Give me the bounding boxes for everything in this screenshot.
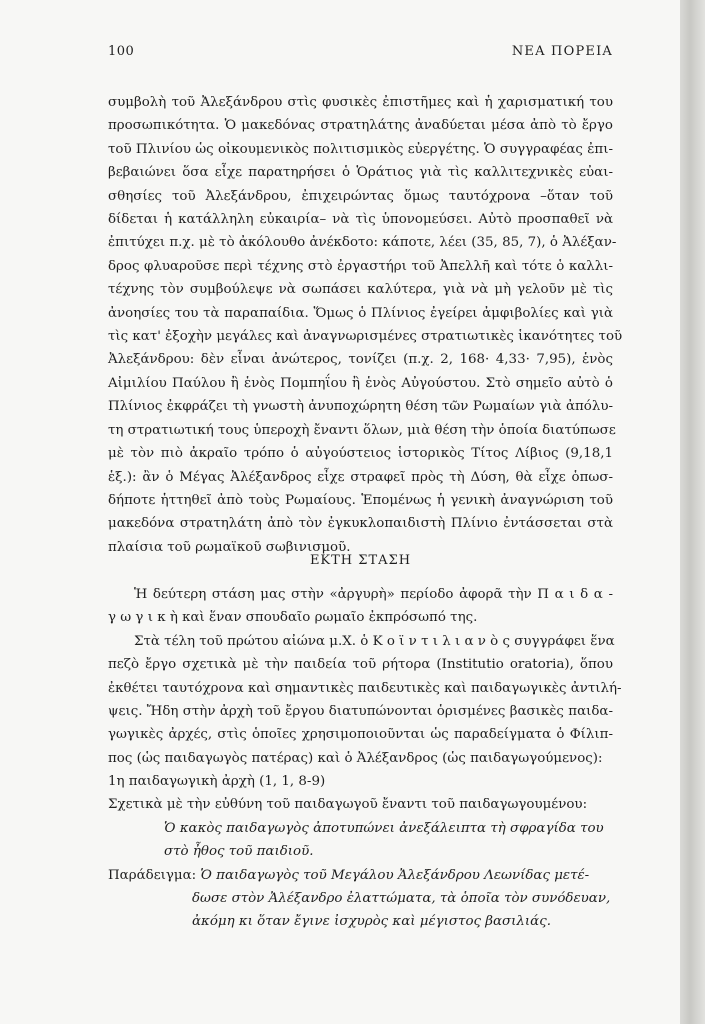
text-line: βεβαιώνει ὅσα εἶχε παρατηρήσει ὁ Ὁράτιος γιὰ τὶς καλλιτεχνικὲς εὐαι-: [108, 165, 613, 181]
text-line: Αἰμιλίου Παύλου ἢ ἑνὸς Πομπηΐου ἢ ἑνὸς Αὐγούστου. Στὸ σημεῖο αὐτὸ ὁ: [108, 375, 613, 391]
text-line: συμβολὴ τοῦ Ἀλεξάνδρου στὶς φυσικὲς ἐπιστῆμες καὶ ἡ χαρισματική του: [108, 95, 613, 110]
text-line: πος (ὡς παιδαγωγὸς πατέρας) καὶ ὁ Ἀλέξανδρος (ὡς παιδαγωγούμενος):: [108, 750, 603, 766]
text-line: δήποτε ἡττηθεῖ ἀπὸ τοὺς Ρωμαίους. Ἑπομένως ἡ γενικὴ ἀναγνώριση τοῦ: [108, 492, 613, 508]
text-line: ἀνοησίες του τὰ παραπαίδια. Ὅμως ὁ Πλίνιος ἐγείρει ἀμφιβολίες καὶ γιὰ: [108, 305, 613, 321]
example-text-line: δωσε στὸν Ἀλέξανδρο ἐλαττώματα, τὰ ὁποῖα τὸν συνόδευαν,: [192, 891, 611, 907]
paragraph-intro: [108, 583, 622, 770]
paragraph-pliny: [108, 91, 623, 559]
example-text-line: Ὁ παιδαγωγὸς τοῦ Μεγάλου Ἀλεξάνδρου Λεωνίδας μετέ-: [200, 867, 590, 883]
example-label: Παράδειγμα:: [108, 867, 197, 883]
example-text-line: ἀκόμη κι ὅταν ἔγινε ἰσχυρὸς καὶ μέγιστος βασιλιάς.: [192, 914, 551, 930]
principle-block: [108, 770, 613, 934]
text-line: τὶς κατ' ἐξοχὴν μεγάλες καὶ ἀναγνωρισμένες στρατιωτικὲς ἱκανότητες τοῦ: [108, 329, 623, 345]
text-line: τη στρατιωτική τους ὑπεροχὴ ἔναντι ὅλων, μιὰ θέση τὴν ὁποία διατύπωσε: [108, 422, 616, 438]
text-line: γωγικὲς ἀρχές, στὶς ὁποῖες χρησιμοποιοῦνται ὡς παραδείγματα ὁ Φίλιπ-: [108, 727, 613, 743]
text-line: μὲ τὸν πιὸ ἀκραῖο τρόπο ὁ αὐγούστειος ἱστορικὸς Τίτος Λίβιος (9,18,1: [108, 446, 613, 462]
text-line: Στὰ τέλη τοῦ πρώτου αἰώνα μ.Χ. ὁ Κ ο ϊ ν τ ι λ ι α ν ὸ ς συγγράφει ἕνα: [134, 633, 615, 649]
principle-quote-line: Ὁ κακὸς παιδαγωγὸς ἀποτυπώνει ἀνεξάλειπτα τὴ σφραγίδα του: [164, 820, 604, 836]
text-line: ἐπιτύχει π.χ. μὲ τὸ ἀκόλουθο ἀνέκδοτο: κάποτε, λέει (35, 85, 7), ὁ Ἀλέξαν-: [108, 235, 617, 251]
example-line: [108, 864, 613, 887]
page-number: 100: [108, 44, 135, 59]
principle-quote-line: στὸ ἦθος τοῦ παιδιοῦ.: [164, 844, 314, 860]
text-line: σθησίες τοῦ Ἀλεξάνδρου, ἐπιχειρώντας ὅμως ταυτόχρονα –ὅταν τοῦ: [108, 188, 613, 204]
text-line: δρος φλυαροῦσε περὶ τέχνης στὸ ἐργαστήρι τοῦ Ἀπελλῆ καὶ τότε ὁ καλλι-: [108, 258, 613, 274]
running-title: ΝΕΑ ΠΟΡΕΙΑ: [511, 44, 613, 59]
text-line: πεζὸ ἔργο σχετικὰ μὲ τὴν παιδεία τοῦ ρήτορα (Institutio oratoria), ὅπου: [108, 657, 613, 673]
text-line: μακεδόνα στρατηλάτη ἀπὸ τὸν ἐγκυκλοπαιδιστὴ Πλίνιο ἐντάσσεται στὰ: [108, 516, 613, 532]
page-edge-shadow: [680, 0, 705, 1024]
text-line: τοῦ Πλινίου ὡς οἰκουμενικὸς πολιτισμικὸς εὐεργέτης. Ὁ συγγραφέας ἐπι-: [108, 141, 613, 157]
principle-statement: Σχετικὰ μὲ τὴν εὐθύνη τοῦ παιδαγωγοῦ ἔναντι τοῦ παιδαγωγουμένου:: [108, 797, 588, 813]
text-line: Ἡ δεύτερη στάση μας στὴν «ἀργυρὴ» περίοδο ἀφορᾶ τὴν Π α ι δ α -: [134, 587, 613, 602]
text-line: ἑξ.): ἂν ὁ Μέγας Ἀλέξανδρος εἶχε στραφεῖ πρὸς τὴ Δύση, θὰ εἶχε ὁπωσ-: [108, 469, 613, 485]
principle-title: 1η παιδαγωγικὴ ἀρχὴ (1, 1, 8-9): [108, 774, 326, 789]
section-heading: ΕΚΤΗ ΣΤΑΣΗ: [309, 553, 412, 568]
text-line: ἐκθέτει ταυτόχρονα καὶ σημαντικὲς παιδευτικὲς καὶ παιδαγωγικὲς ἀντιλή-: [108, 680, 622, 696]
text-line: ψεις. Ἤδη στὴν ἀρχὴ τοῦ ἔργου διατυπώνονται ὁρισμένες βασικὲς παιδα-: [108, 704, 613, 720]
page-header: [108, 44, 613, 62]
text-line: προσωπικότητα. Ὁ μακεδόνας στρατηλάτης ἀναδύεται μέσα ἀπὸ τὸ ἔργο: [108, 118, 613, 134]
text-line: τέχνης τὸν συμβούλεψε νὰ σωπάσει καλύτερα, γιὰ νὰ μὴ γελοῦν μὲ τὶς: [108, 282, 613, 298]
text-line: Πλίνιος ἐκφράζει τὴ γνωστὴ ἀνυποχώρητη θέση τῶν Ρωμαίων γιὰ ἀπόλυ-: [108, 399, 613, 415]
text-line: Ἀλεξάνδρου: δὲν εἶναι ἀνώτερος, τονίζει (π.χ. 2, 168· 4,33· 7,95), ἑνὸς: [108, 352, 613, 368]
text-line: δίδεται ἡ κατάλληλη εὐκαιρία– νὰ τὶς ὑπονομεύσει. Αὐτὸ προσπαθεῖ νὰ: [108, 212, 613, 228]
text-line: γ ω γ ι κ ὴ καὶ ἕναν σπουδαῖο ρωμαῖο ἐκπρόσωπό της.: [108, 610, 478, 626]
text-line: πλαίσια τοῦ ρωμαϊκοῦ σωβινισμοῦ.: [108, 539, 351, 555]
